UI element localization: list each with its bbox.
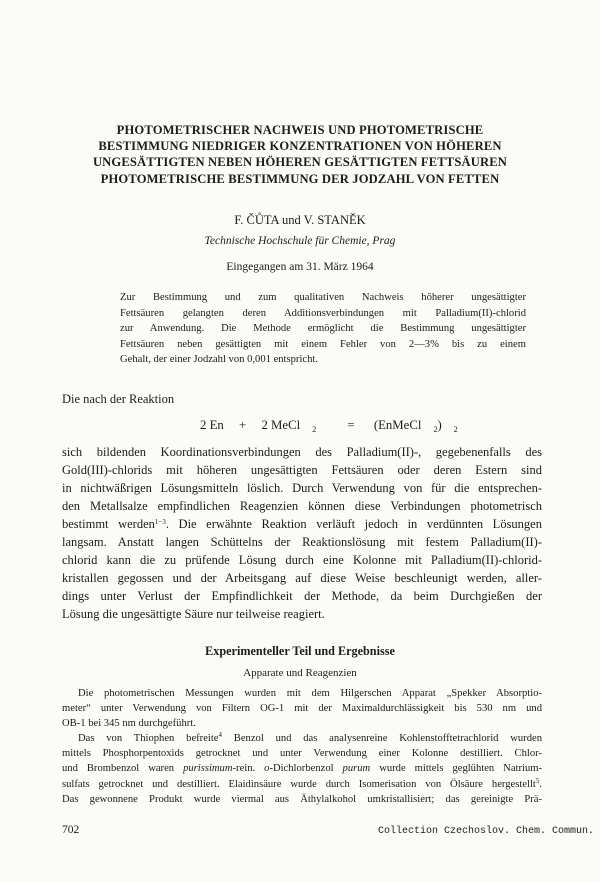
section-heading: Experimenteller Teil und Ergebnisse bbox=[205, 644, 395, 658]
paragraph-line: kristallen gegossen und der Arbeitsgang auf diese Weise beschleunigt werden, aller- bbox=[62, 571, 542, 585]
authors: F. ČŮTA und V. STANĚK bbox=[234, 213, 366, 227]
intro-line: Die nach der Reaktion bbox=[62, 392, 175, 406]
equation-term: 2 En bbox=[200, 418, 224, 432]
equation-product: (EnMeCl $_2$) $_2$ bbox=[373, 418, 458, 434]
abstract-line: Gehalt, der einer Jodzahl von 0,001 entspricht. bbox=[120, 354, 318, 366]
subsection-heading: Apparate und Reagenzien bbox=[243, 667, 357, 679]
page-number: 702 bbox=[62, 824, 80, 836]
reaction-equation bbox=[200, 418, 470, 433]
abstract-line: zur Anwendung. Die Methode ermöglicht die Bestimmung ungesättigter bbox=[120, 323, 526, 335]
title-line: PHOTOMETRISCHE BESTIMMUNG DER JODZAHL VON FETTEN bbox=[100, 171, 500, 186]
received-date: Eingegangen am 31. März 1964 bbox=[226, 261, 374, 273]
institution: Technische Hochschule für Chemie, Prag bbox=[204, 235, 396, 247]
title-line: UNGESÄTTIGTEN NEBEN HÖHEREN GESÄTTIGTEN FETTSÄUREN bbox=[92, 155, 508, 170]
equation-equals: = bbox=[347, 418, 355, 432]
citation-ref: 5 bbox=[535, 776, 540, 785]
title-line: BESTIMMUNG NIEDRIGER KONZENTRATIONEN VON HÖHEREN bbox=[98, 139, 502, 154]
equation-plus: + bbox=[239, 418, 247, 432]
paragraph-line: dings unter Verlust der Empfindlichkeit der Methode, da beim Durchgießen der bbox=[62, 589, 542, 603]
equation-term: 2 MeCl $_2$ bbox=[261, 418, 317, 434]
citation-ref: 1−3 bbox=[154, 518, 166, 526]
abstract bbox=[120, 290, 526, 368]
abstract-line: Fettsäuren neben gesättigten mit einem Fehler von 2—3% bis zu einem bbox=[120, 338, 526, 350]
title-line: PHOTOMETRISCHER NACHWEIS UND PHOTOMETRISCHE bbox=[116, 123, 484, 137]
paragraph-line: den Metallsalze empfindlichen Reagenzien können diese Verbindungen photometrisch bbox=[62, 499, 542, 513]
citation-ref: 4 bbox=[218, 731, 222, 740]
methods-line: mittels Phosphorpentoxids getrocknet und unter Verwendung einer Kolonne destilliert. Chlor- bbox=[62, 748, 542, 760]
paragraph-line: Lösung die ungesättigte Säure nur teilweise reagiert. bbox=[62, 607, 325, 621]
paragraph-line: Gold(III)-chlorids mit höheren ungesättigten Fettsäuren oder deren Estern sind bbox=[62, 463, 542, 477]
methods-line: Das von Thiophen befreite$^4$ Benzol und das analysenreine Kohlenstofftetrachlorid wurden bbox=[78, 731, 542, 745]
methods-line: meter“ unter Verwendung von Filtern OG-1 mit der Maximaldurchlässigkeit bis 530 nm und bbox=[62, 703, 542, 715]
methods-line: Die photometrischen Messungen wurden mit dem Hilgerschen Apparat „Spekker Absorptio- bbox=[78, 688, 542, 699]
methods-line: und Brombenzol waren purissimum-rein. o-Dichlorbenzol purum wurde mittels geglühten Natrium- bbox=[62, 763, 543, 775]
abstract-line: Fettsäuren gelangten deren Additionsverbindungen mit Palladium(II)-chlorid bbox=[120, 307, 526, 319]
methods-line: Das gewonnene Produkt wurde viermal aus Äthylalkohol umkristallisiert; das gereinigte Prä- bbox=[62, 793, 542, 805]
paragraph-line: bestimmt werden$^{1-3}$. Die erwähnte Reaktion verläuft jedoch in verdünnten Lösungen bbox=[62, 517, 542, 531]
methods-text bbox=[62, 686, 542, 807]
paragraph-line: chlorid kann die zu prüfende Lösung durch eine Kolonne mit Palladium(II)-chlorid- bbox=[62, 553, 542, 567]
paragraph-line: sich bildenden Koordinationsverbindungen des Palladium(II)-, gegebenenfalls des bbox=[62, 445, 542, 459]
paragraph-line: langsam. Anstatt langen Schüttelns der Reaktionslösung mit festem Palladium(II)- bbox=[62, 535, 542, 549]
methods-line: sulfats getrocknet und destilliert. Elaidinsäure wurde durch Isomerisation von Ölsäure hergestellt$^5$. bbox=[62, 776, 542, 790]
methods-line: OB-1 bei 345 nm durchgeführt. bbox=[62, 718, 196, 730]
journal-name: Collection Czechoslov. Chem. Commun. bbox=[378, 826, 595, 837]
abstract-line: Zur Bestimmung und zum qualitativen Nachweis höherer ungesättigter bbox=[120, 292, 526, 303]
article-title bbox=[60, 122, 540, 187]
paragraph-line: in nichtwäßrigen Lösungsmitteln löslich. Durch Verwendung von für die entsprechen- bbox=[62, 481, 542, 495]
main-paragraph bbox=[62, 443, 542, 623]
